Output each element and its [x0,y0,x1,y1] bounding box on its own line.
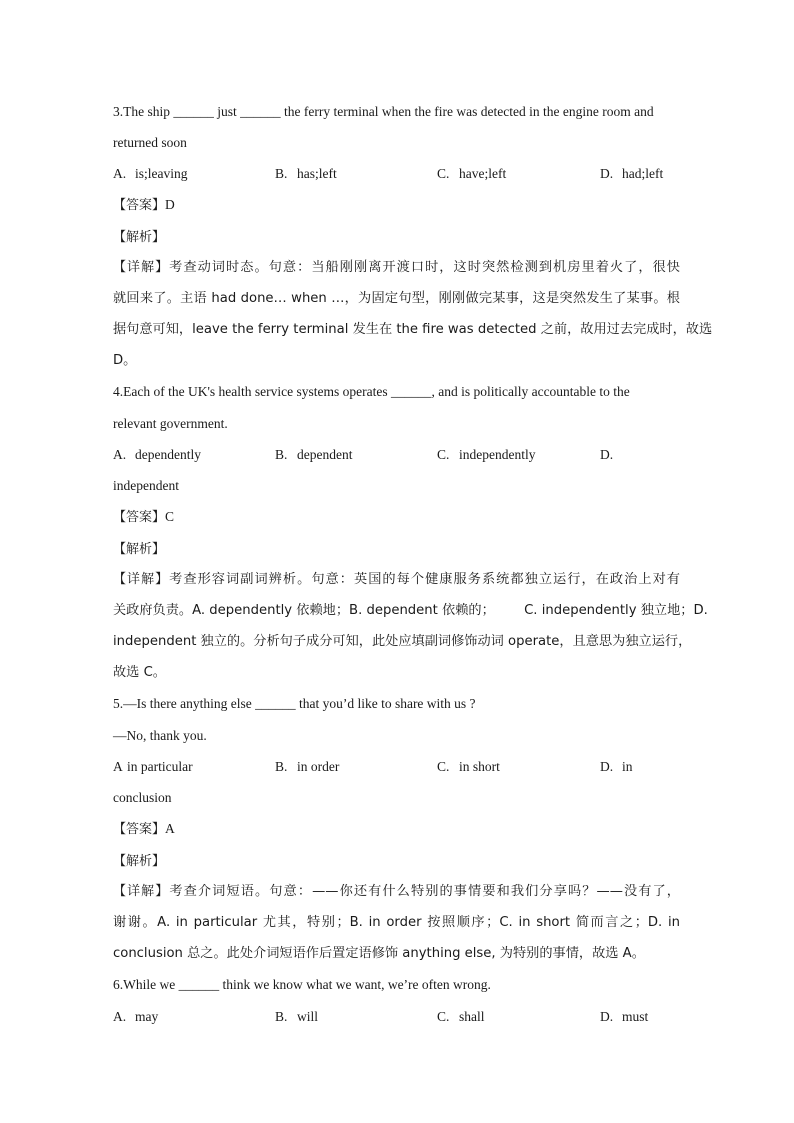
option-a: A. is;leaving [113,166,188,181]
question-4-stem-line-2: relevant government. [113,416,228,431]
detail-line: conclusion 总之。此处介词短语作后置定语修饰 anything else, 为特别的事情，故选 A。 [113,946,645,961]
answer-tag: 【答案】 [113,198,166,213]
detail-line: 关政府负责。A. dependently 依赖地；B. dependent 依赖的； C. independently 独立地；D. [113,603,708,618]
detail-line: 据句意可知，leave the ferry terminal 发生在 the fire was detected 之前，故用过去完成时，故选 [113,322,713,337]
option-b: B. has;left [275,166,337,181]
option-d-overflow: conclusion [113,790,172,805]
option-d-overflow: independent [113,478,179,493]
option-c: C. shall [437,1009,485,1024]
question-4-options [113,446,693,464]
question-6-options [113,1008,693,1026]
detail-line: independent 独立的。分析句子成分可知，此处应填副词修饰动词 operate，且意思为独立运行， [113,634,692,649]
answer-tag: 【答案】 [113,510,166,525]
option-a: A. dependently [113,447,201,462]
analysis-heading: 【解析】 [113,854,166,869]
option-b: B. in order [275,759,340,774]
question-3-stem-line-1: 3.The ship ______ just ______ the ferry terminal when the fire was detected in the engine room and [113,104,654,119]
option-a: A in particular [113,759,193,774]
analysis-heading: 【解析】 [113,542,166,557]
question-5-stem-line-2: —No, thank you. [113,728,207,743]
option-d: D. [600,447,614,462]
detail-line: 故选 C。 [113,665,166,680]
detail-line: 【详解】考查动词时态。句意：当船刚刚离开渡口时，这时突然检测到机房里着火了，很快 [113,260,680,275]
option-d: D. had;left [600,166,664,181]
detail-line: 【详解】考查形容词副词辨析。句意：英国的每个健康服务系统都独立运行，在政治上对有 [113,572,680,587]
option-b: B. will [275,1009,319,1024]
answer-value: C [165,509,175,524]
detail-tag: 【详解】 [113,260,170,275]
answer-line [113,820,175,839]
question-4-stem-line-1: 4.Each of the UK's health service systems operates ______, and is politically accountable to the [113,384,630,399]
answer-line [113,508,174,527]
detail-tag: 【详解】 [113,572,170,587]
question-5-stem-line-1: 5.—Is there anything else ______ that you’d like to share with us ? [113,696,476,711]
answer-tag: 【答案】 [113,822,166,837]
question-5-options [113,758,693,776]
option-c: C. have;left [437,166,507,181]
detail-tag: 【详解】 [113,884,170,899]
detail-line: 【详解】考查介词短语。句意：——你还有什么特别的事情要和我们分享吗？——没有了， [113,884,680,899]
question-3-stem-line-2: returned soon [113,135,187,150]
option-a: A. may [113,1009,159,1024]
analysis-heading: 【解析】 [113,230,166,245]
option-b: B. dependent [275,447,353,462]
answer-line [113,196,175,215]
question-6-stem-line-1: 6.While we ______ think we know what we want, we’re often wrong. [113,977,491,992]
answer-value: A [165,821,175,836]
option-d: D. in [600,759,633,774]
detail-line: D。 [113,353,137,368]
detail-line: 就回来了。主语 had done… when …，为固定句型，刚刚做完某事，这是突然发生了某事。根 [113,291,680,306]
option-d: D. must [600,1009,649,1024]
option-c: C. in short [437,759,500,774]
option-c: C. independently [437,447,536,462]
detail-line: 谢谢。A. in particular 尤其，特别；B. in order 按照顺序；C. in short 简而言之；D. in [113,915,680,930]
answer-value: D [165,197,175,212]
question-3-options [113,165,693,183]
